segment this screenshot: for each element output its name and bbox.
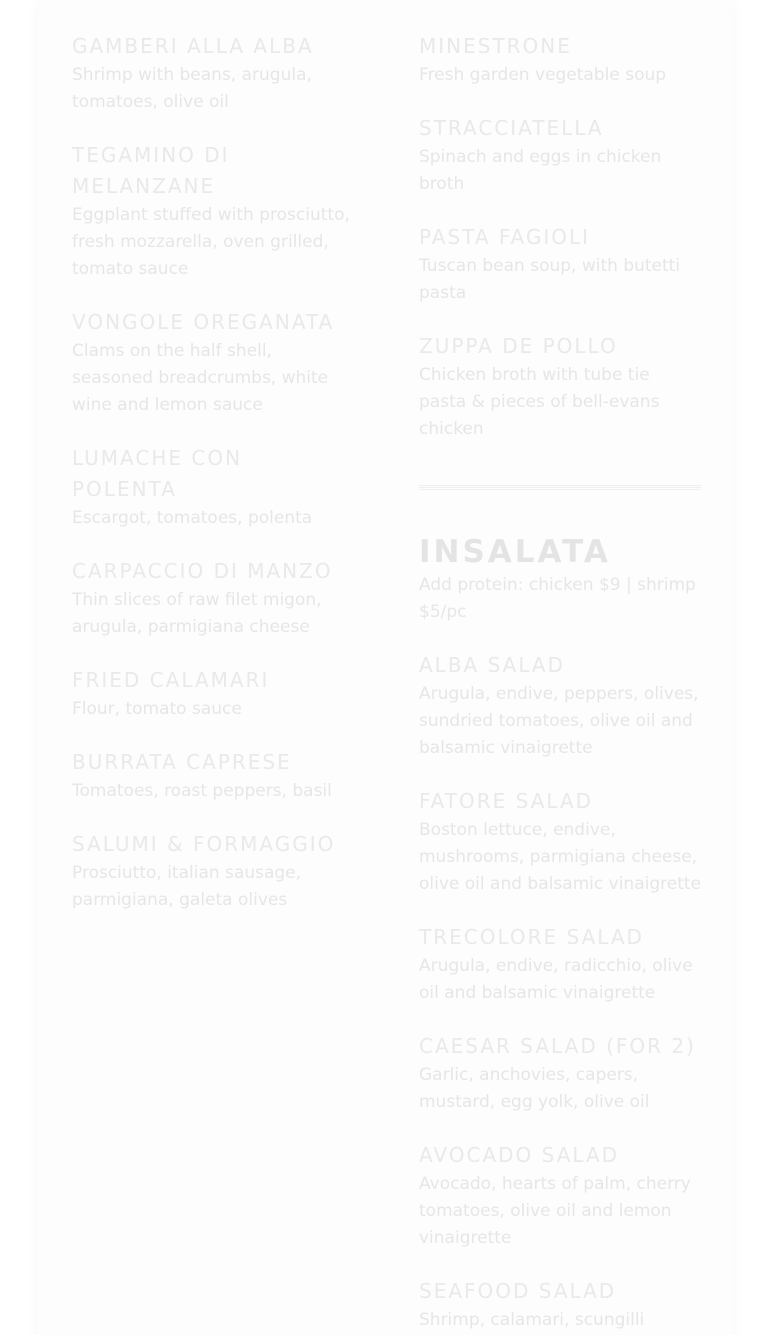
salad-item-description: Garlic, anchovies, capers, mustard, egg yolk, olive oil [419,1065,650,1112]
section-divider [419,485,701,490]
soup-item-name: STRACCIATELLA [419,116,604,140]
soup-item-name: PASTA FAGIOLI [419,225,591,249]
soup-item-description: Chicken broth with tube tie pasta & pieces of bell-evans chicken [419,365,660,439]
appetizers-column [72,31,354,914]
menu-item [72,443,354,532]
soup-item [419,31,701,89]
menu-item [72,31,354,116]
salad-item [419,650,701,762]
menu-item [72,829,354,914]
salad-item-description: Arugula, endive, peppers, olives, sundried tomatoes, olive oil and balsamic vinaigrette [419,684,699,758]
salad-item-description: Arugula, endive, radicchio, olive oil and balsamic vinaigrette [419,956,693,1003]
salad-item [419,1140,701,1252]
soups-salads-column [419,31,701,1334]
menu-item [72,556,354,641]
menu-item-description: Shrimp with beans, arugula, tomatoes, olive oil [72,65,312,112]
soup-item-description: Tuscan bean soup, with butetti pasta [419,256,681,303]
salad-item-description: Boston lettuce, endive, mushrooms, parmigiana cheese, olive oil and balsamic vinaigrette [419,820,702,894]
soup-item-name: ZUPPA DE POLLO [419,334,618,358]
salad-item [419,786,701,898]
menu-item-description: Escargot, tomatoes, polenta [72,508,313,528]
soup-item-description: Fresh garden vegetable soup [419,65,667,85]
menu-item-description: Tomatoes, roast peppers, basil [72,781,332,801]
salad-item-description: Shrimp, calamari, scungilli [419,1310,645,1330]
soup-item-description: Spinach and eggs in chicken broth [419,147,662,194]
menu-item-description: Flour, tomato sauce [72,699,242,719]
soup-item [419,331,701,443]
salad-item [419,922,701,1007]
soup-item-name: MINESTRONE [419,34,572,58]
menu-item-description: Prosciutto, italian sausage, parmigiana, galeta olives [72,863,302,910]
menu-item [72,140,354,283]
menu-item-name: VONGOLE OREGANATA [72,310,335,334]
soup-item [419,113,701,198]
menu-item-name: SALUMI & FORMAGGIO [72,832,336,856]
menu-item [72,747,354,805]
salad-item-name: FATORE SALAD [419,789,594,813]
menu-item-name: LUMACHE CON POLENTA [72,446,243,501]
menu-item-name: CARPACCIO DI MANZO [72,559,333,583]
salad-item-name: TRECOLORE SALAD [419,925,644,949]
salad-item-description: Avocado, hearts of palm, cherry tomatoes, olive oil and lemon vinaigrette [419,1174,691,1248]
menu-item-name: FRIED CALAMARI [72,668,270,692]
salad-item [419,1276,701,1334]
menu-item-name: BURRATA CAPRESE [72,750,292,774]
soup-item [419,222,701,307]
menu-item [72,307,354,419]
menu-item-description: Thin slices of raw filet migon, arugula, parmigiana cheese [72,590,322,637]
salad-item-name: SEAFOOD SALAD [419,1279,617,1303]
add-protein-note: Add protein: chicken $9 | shrimp $5/pc [419,575,696,622]
menu-item-description: Clams on the half shell, seasoned breadcrumbs, white wine and lemon sauce [72,341,329,415]
menu-item-description: Eggplant stuffed with prosciutto, fresh mozzarella, oven grilled, tomato sauce [72,205,350,279]
salad-item-name: AVOCADO SALAD [419,1143,620,1167]
section-title-insalata: INSALATA [419,534,611,570]
salad-item [419,1031,701,1116]
menu-item-name: TEGAMINO DI MELANZANE [72,143,230,198]
menu-item [72,665,354,723]
menu-item-name: GAMBERI ALLA ALBA [72,34,314,58]
salad-item-name: CAESAR SALAD (FOR 2) [419,1034,696,1058]
salad-item-name: ALBA SALAD [419,653,566,677]
